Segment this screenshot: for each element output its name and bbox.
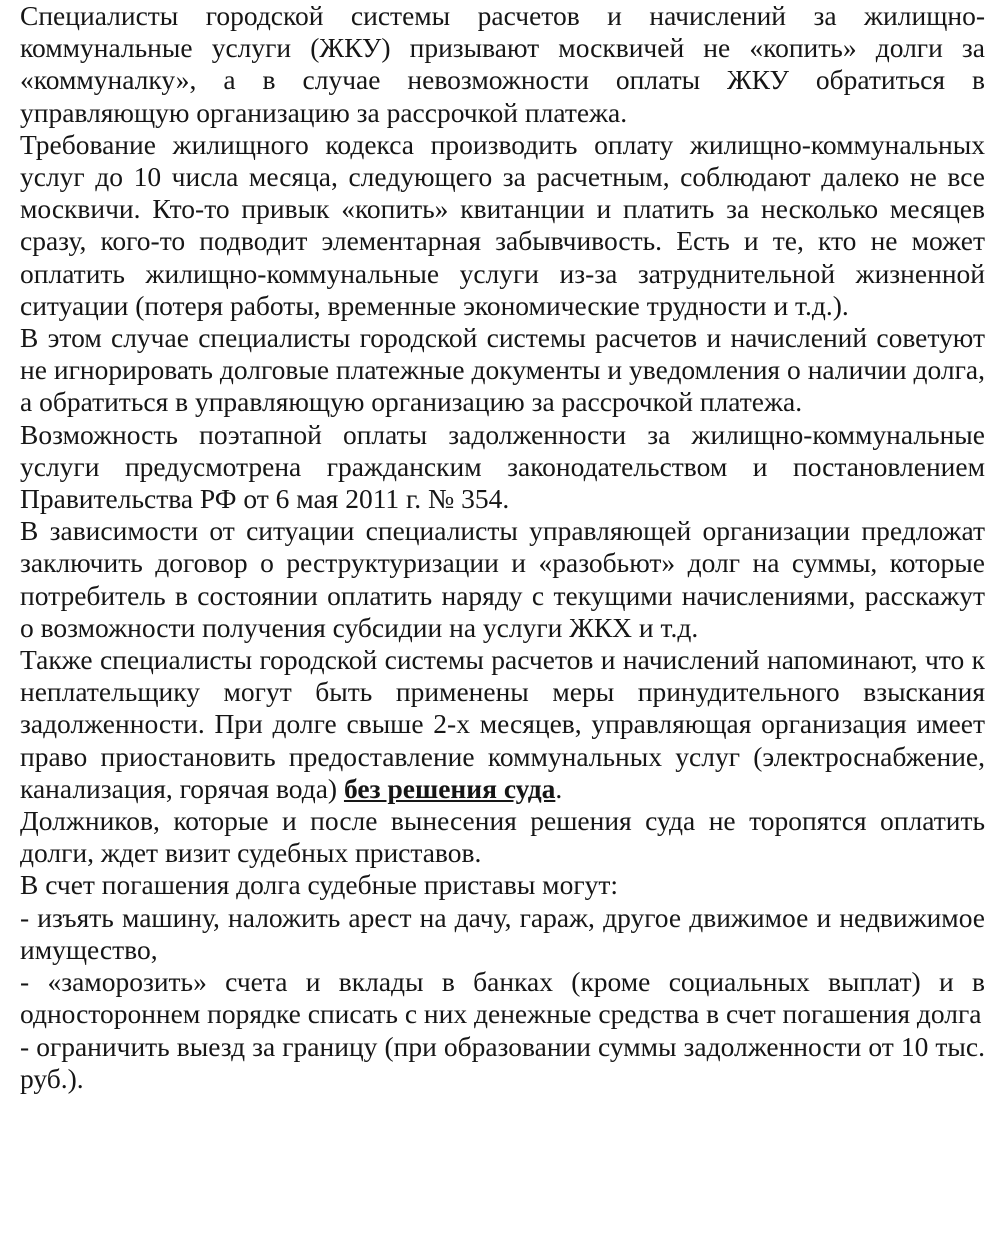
emphasis-without-court: без решения суда xyxy=(343,772,556,804)
list-item: - изъять машину, наложить арест на дачу, гараж, другое движимое и недвижимое имущество, xyxy=(20,901,985,965)
document-page xyxy=(20,0,985,1095)
list-item: - ограничить выезд за границу (при образовании суммы задолженности от 10 тыс. руб.). xyxy=(20,1030,985,1094)
paragraph-bailiffs-can: В счет погашения долга судебные приставы могут: xyxy=(20,869,619,901)
paragraph-intro: Специалисты городской системы расчетов и начислений за жилищно-коммунальные услуги (ЖКУ) призывают москвичей не «копить» долги за «коммуналку», а в случае невозможности оплаты ЖКУ обратиться в управляющую организацию за рассрочкой платежа. xyxy=(20,0,985,128)
enforcement-end: . xyxy=(555,772,563,804)
paragraph-restructuring: В зависимости от ситуации специалисты управляющей организации предложат заключить договор о реструктуризации и «разобьют» долг на суммы, которые потребитель в состоянии оплатить наряду с текущими начислениями, расскажут о возможности получения субсидии на услуги ЖКХ и т.д. xyxy=(20,515,985,643)
paragraph-advice: В этом случае специалисты городской системы расчетов и начислений советуют не игнорировать долговые платежные документы и уведомления о наличии долга, а обратиться в управляющую организацию за рассрочкой платежа. xyxy=(20,322,985,418)
list-item: - «заморозить» счета и вклады в банках (кроме социальных выплат) и в одностороннем порядке списать с них денежные средства в счет погашения долга xyxy=(20,966,985,1030)
paragraph-legal-basis: Возможность поэтапной оплаты задолженности за жилищно-коммунальные услуги предусмотрена гражданским законодательством и постановлением Правительства РФ от 6 мая 2011 г. № 354. xyxy=(20,418,985,515)
enforcement-text: Также специалисты городской системы расчетов и начислений напоминают, что к неплательщику могут быть применены меры принудительного взыскания задолженности. При долге свыше 2-х месяцев, управляющая организация имеет право приостановить предоставление коммунальных услуг (электроснабжение, канализация, горячая вода) xyxy=(20,644,985,804)
paragraph-bailiffs: Должников, которые и после вынесения решения суда не торопятся оплатить долги, ждет визит судебных приставов. xyxy=(20,805,985,869)
paragraph-housing-code: Требование жилищного кодекса производить оплату жилищно-коммунальных услуг до 10 числа месяца, следующего за расчетным, соблюдают далеко не все москвичи. Кто-то привык «копить» квитанции и платить за несколько месяцев сразу, кого-то подводит элементарная забывчивость. Есть и те, кто не может оплатить жилищно-коммунальные услуги из-за затруднительной жизненной ситуации (потеря работы, временные экономические трудности и т.д.). xyxy=(20,128,985,321)
paragraph-enforcement xyxy=(20,644,985,805)
